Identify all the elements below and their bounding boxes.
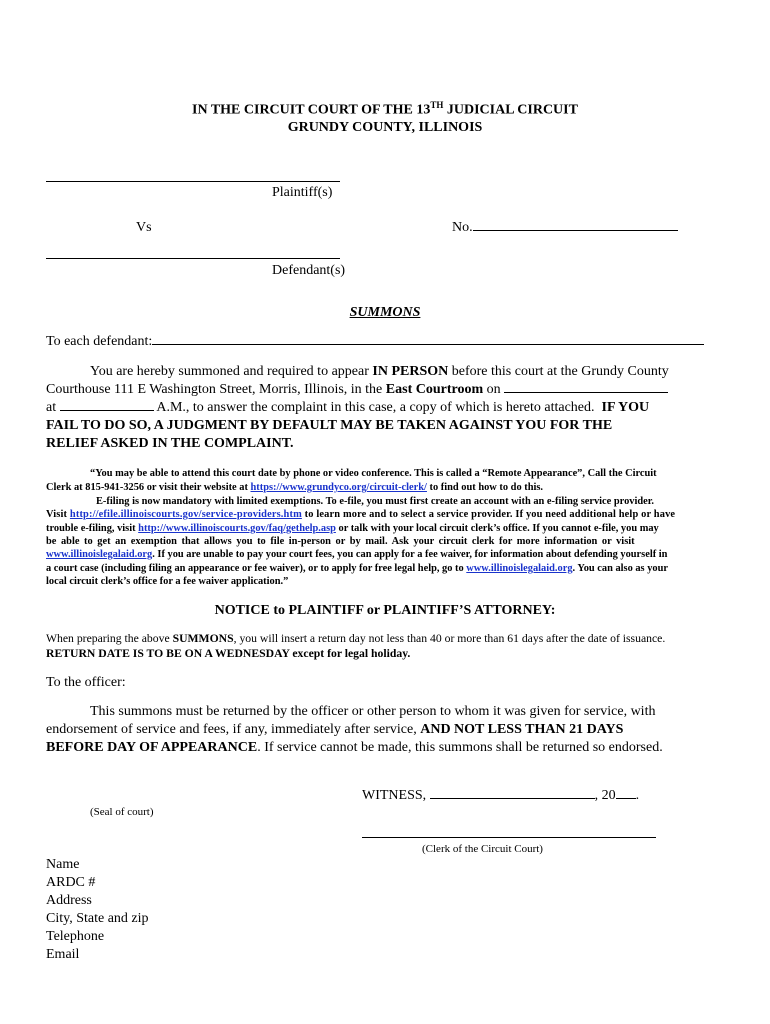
service-providers-link[interactable]: http://efile.illinoiscourts.gov/service-providers.htm [69,509,302,520]
remote-line-1: “You may be able to attend this court date by phone or video conference. This is called a “Remote Appearance”, Call the Circuit [90,468,657,479]
attorney-field-ardc: ARDC # [46,875,96,890]
attorney-field-name: Name [46,857,80,872]
remote-line-6: be able to get an exemption that allows you to file in-person or by mail. Ask your circuit clerk for more information or visit [46,536,635,547]
clerk-website-link[interactable]: https://www.grundyco.org/circuit-clerk/ [250,482,427,493]
officer-line-3: BEFORE DAY OF APPEARANCE. If service cannot be made, this summons shall be returned so endorsed. [46,740,663,755]
versus-label: Vs [136,220,152,235]
attorney-field-address: Address [46,893,92,908]
officer-line-1: This summons must be returned by the officer or other person to whom it was given for service, with [90,704,656,719]
defendant-line[interactable] [46,258,340,259]
main-line-3: at A.M., to answer the complaint in this case, a copy of which is hereto attached. IF YOU [46,400,650,415]
witness-date-field[interactable] [430,798,595,799]
defendant-name-field[interactable] [152,344,704,345]
remote-line-8: a court case (including filing an appearance or fee waiver), or to apply for free legal help, go to www.illinoislegalaid.org. You can also as your [46,563,668,574]
notice-line-2: RETURN DATE IS TO BE ON A WEDNESDAY except for legal holiday. [46,647,411,660]
case-number-field[interactable] [473,230,678,231]
legal-aid-link-2[interactable]: www.illinoislegalaid.org [466,563,573,574]
witness-year-field[interactable] [616,798,636,799]
defendant-label: Defendant(s) [272,263,346,278]
clerk-label: (Clerk of the Circuit Court) [422,843,543,855]
remote-line-4: Visit http://efile.illinoiscourts.gov/service-providers.htm to learn more and to select a service provider. If you need additional help or have [46,509,676,520]
witness-line: WITNESS, , 20 . [362,788,640,803]
remote-line-9: local circuit clerk’s office for a fee waiver application.” [46,576,289,587]
seal-of-court: (Seal of court) [90,806,154,818]
summons-title: SUMMONS [349,305,421,320]
attorney-field-telephone: Telephone [46,929,105,944]
to-each-defendant: To each defendant: [46,334,704,350]
attorney-field-city: City, State and zip [46,911,149,926]
notice-title: NOTICE to PLAINTIFF or PLAINTIFF’S ATTORNEY: [214,603,556,618]
plaintiff-label: Plaintiff(s) [272,185,333,200]
appearance-date-field[interactable] [504,392,668,393]
remote-line-7: www.illinoislegalaid.org. If you are unable to pay your court fees, you can apply for a fee waiver, for information about defending yourself in [46,549,668,560]
appearance-time-field[interactable] [60,410,154,411]
notice-line-1: When preparing the above SUMMONS, you will insert a return day not less than 40 or more than 61 days after the date of issuance. [46,632,666,645]
remote-line-3: E-filing is now mandatory with limited exemptions. To e-file, you must first create an account with an e-filing service provider. [96,496,654,507]
plaintiff-line[interactable] [46,181,340,182]
county-heading: GRUNDY COUNTY, ILLINOIS [287,120,483,135]
attorney-field-email: Email [46,947,80,962]
efile-help-link[interactable]: http://www.illinoiscourts.gov/faq/gethelp.asp [138,523,336,534]
court-heading: IN THE CIRCUIT COURT OF THE 13TH JUDICIAL CIRCUIT [192,100,578,118]
officer-line-2: endorsement of service and fees, if any, immediately after service, AND NOT LESS THAN 21 DAYS [46,722,624,737]
officer-label: To the officer: [46,675,126,690]
main-line-1: You are hereby summoned and required to appear IN PERSON before this court at the Grundy County [90,364,669,379]
remote-line-5: trouble e-filing, visit http://www.illinoiscourts.gov/faq/gethelp.asp or talk with your local circuit clerk’s office. If you cannot e-file, you may [46,523,659,534]
remote-line-2: Clerk at 815-941-3256 or visit their website at https://www.grundyco.org/circuit-clerk/ to find out how to do this. [46,482,544,493]
clerk-signature-line[interactable] [362,837,656,838]
legal-aid-link-1[interactable]: www.illinoislegalaid.org [46,549,153,560]
main-line-4: FAIL TO DO SO, A JUDGMENT BY DEFAULT MAY BE TAKEN AGAINST YOU FOR THE [46,418,613,433]
case-number-label: No. [452,220,678,236]
main-line-2: Courthouse 111 E Washington Street, Morris, Illinois, in the East Courtroom on [46,382,668,398]
main-line-5: RELIEF ASKED IN THE COMPLAINT. [46,436,294,451]
